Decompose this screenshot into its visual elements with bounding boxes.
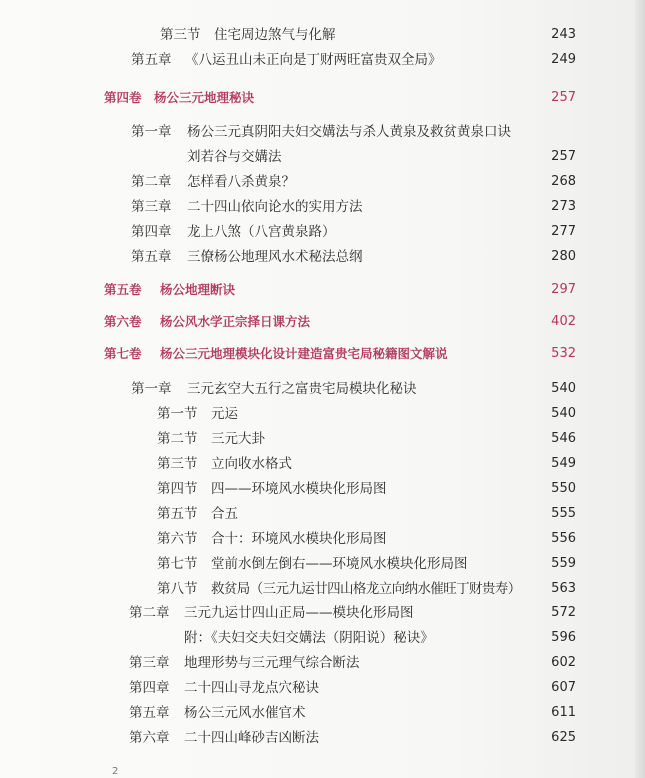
- toc-label: 第二节: [157, 431, 198, 447]
- toc-title: 杨公三元真阴阳夫妇交媾法与杀人黄泉及救贫黄泉口诀: [187, 124, 511, 140]
- toc-page: 611: [551, 705, 576, 720]
- toc-title: 杨公地理断诀: [160, 282, 236, 297]
- toc-volume-entry: [0, 311, 600, 333]
- toc-title: 杨公三元地理模块化设计建造富贵宅局秘籍图文解说: [160, 346, 448, 361]
- toc-page: 602: [551, 655, 576, 670]
- toc-page: 268: [551, 174, 576, 189]
- toc-label: 第六卷: [104, 314, 142, 329]
- toc-label: 第五卷: [104, 282, 142, 297]
- toc-entry: [0, 221, 600, 243]
- toc-entry-appendix: [0, 627, 600, 649]
- toc-entry: [0, 602, 600, 624]
- toc-page: 546: [551, 431, 576, 446]
- toc-label: 第四章: [131, 224, 172, 240]
- toc-entry: [0, 578, 600, 600]
- toc-page: 572: [551, 605, 576, 620]
- toc-entry: [0, 652, 600, 674]
- toc-entry: [0, 403, 600, 425]
- toc-title: 堂前水倒左倒右——环境风水模块化形局图: [211, 556, 468, 572]
- toc-label: 第三章: [129, 655, 170, 671]
- toc-title: 二十四山峰砂吉凶断法: [184, 730, 319, 746]
- toc-title: 杨公风水学正宗择日课方法: [160, 314, 311, 329]
- toc-entry: [0, 503, 600, 525]
- toc-page: 596: [551, 630, 576, 645]
- toc-label: 第六节: [157, 531, 198, 547]
- toc-title: 二十四山寻龙点穴秘诀: [184, 680, 319, 696]
- toc-entry: [0, 478, 600, 500]
- page-edge-shadow: [635, 0, 645, 778]
- toc-page: 257: [551, 149, 576, 164]
- toc-entry: [0, 24, 600, 46]
- toc-page: 607: [551, 680, 576, 695]
- toc-page: 559: [551, 556, 576, 571]
- toc-page: 563: [551, 581, 576, 596]
- toc-title: 《八运丑山未正向是丁财两旺富贵双全局》: [185, 52, 442, 68]
- toc-page: 297: [551, 282, 576, 297]
- toc-entry: [0, 528, 600, 550]
- toc-label: 第二章: [131, 174, 172, 190]
- toc-page: 249: [551, 52, 576, 67]
- toc-entry: [0, 428, 600, 450]
- toc-entry-continuation: [0, 146, 600, 168]
- toc-label: 第五章: [131, 249, 172, 265]
- toc-page: 402: [551, 314, 576, 329]
- toc-page: 277: [551, 224, 576, 239]
- toc-label: 第一节: [157, 406, 198, 422]
- toc-title: 立向收水格式: [211, 456, 292, 472]
- toc-page: 550: [551, 481, 576, 496]
- toc-volume-entry: [0, 279, 600, 301]
- toc-page: 555: [551, 506, 576, 521]
- toc-title: 杨公三元地理秘诀: [154, 90, 255, 105]
- toc-title: 三元玄空大五行之富贵宅局模块化秘诀: [187, 381, 417, 397]
- toc-title: 四——环境风水模块化形局图: [211, 481, 387, 497]
- toc-label: 第四节: [157, 481, 198, 497]
- toc-label: 第三节: [157, 456, 198, 472]
- toc-label: 第五节: [157, 506, 198, 522]
- toc-title: 附：《夫妇交夫妇交媾法（阴阳说）秘诀》: [184, 630, 434, 646]
- toc-label: 第二章: [129, 605, 170, 621]
- toc-entry: [0, 553, 600, 575]
- toc-entry: [0, 677, 600, 699]
- toc-page: 273: [551, 199, 576, 214]
- toc-label: 第七卷: [104, 346, 142, 361]
- toc-title: 龙上八煞（八宫黄泉路）: [187, 224, 336, 240]
- toc-label: 第六章: [129, 730, 170, 746]
- toc-page: 625: [551, 730, 576, 745]
- toc-volume-entry: [0, 343, 600, 365]
- toc-page: 540: [551, 381, 576, 396]
- toc-page: 532: [551, 346, 576, 361]
- toc-page: 556: [551, 531, 576, 546]
- toc-title: 地理形势与三元理气综合断法: [184, 655, 360, 671]
- toc-label: 第四卷: [104, 90, 142, 105]
- toc-title: 二十四山依向论水的实用方法: [187, 199, 363, 215]
- page-footer-mark: 2: [112, 766, 119, 777]
- toc-entry: [0, 171, 600, 193]
- toc-entry: [0, 453, 600, 475]
- toc-label: 第一章: [131, 381, 172, 397]
- toc-title: 刘若谷与交媾法: [187, 149, 282, 165]
- toc-page: 243: [551, 27, 576, 42]
- toc-title: 合五: [211, 506, 238, 522]
- toc-title: 合十：环境风水模块化形局图: [211, 531, 387, 547]
- toc-label: 第三节: [160, 27, 201, 43]
- toc-entry: [0, 49, 600, 71]
- toc-label: 第三章: [131, 199, 172, 215]
- toc-label: 第七节: [157, 556, 198, 572]
- toc-page: 540: [551, 406, 576, 421]
- toc-page: 549: [551, 456, 576, 471]
- toc-label: 第八节: [157, 581, 198, 597]
- toc-title: 杨公三元风水催官术: [184, 705, 306, 721]
- toc-page: 257: [551, 90, 576, 105]
- toc-label: 第一章: [131, 124, 172, 140]
- toc-label: 第四章: [129, 680, 170, 696]
- toc-label: 第五章: [131, 52, 172, 68]
- toc-entry: [0, 196, 600, 218]
- toc-entry: [0, 702, 600, 724]
- toc-title: 三僚杨公地理风水术秘法总纲: [187, 249, 363, 265]
- toc-title: 元运: [211, 406, 238, 422]
- toc-title: 三元大卦: [211, 431, 265, 447]
- toc-entry: [0, 121, 600, 143]
- toc-title: 救贫局（三元九运廿四山格龙立向纳水催旺丁财贵寿）: [211, 581, 521, 597]
- toc-label: 第五章: [129, 705, 170, 721]
- toc-title: 怎样看八杀黄泉？: [187, 174, 295, 190]
- toc-entry: [0, 727, 600, 749]
- toc-volume-entry: [0, 87, 600, 109]
- toc-entry: [0, 378, 600, 400]
- toc-title: 住宅周边煞气与化解: [214, 27, 336, 43]
- toc-page: 280: [551, 249, 576, 264]
- toc-entry: [0, 246, 600, 268]
- toc-title: 三元九运廿四山正局——模块化形局图: [184, 605, 414, 621]
